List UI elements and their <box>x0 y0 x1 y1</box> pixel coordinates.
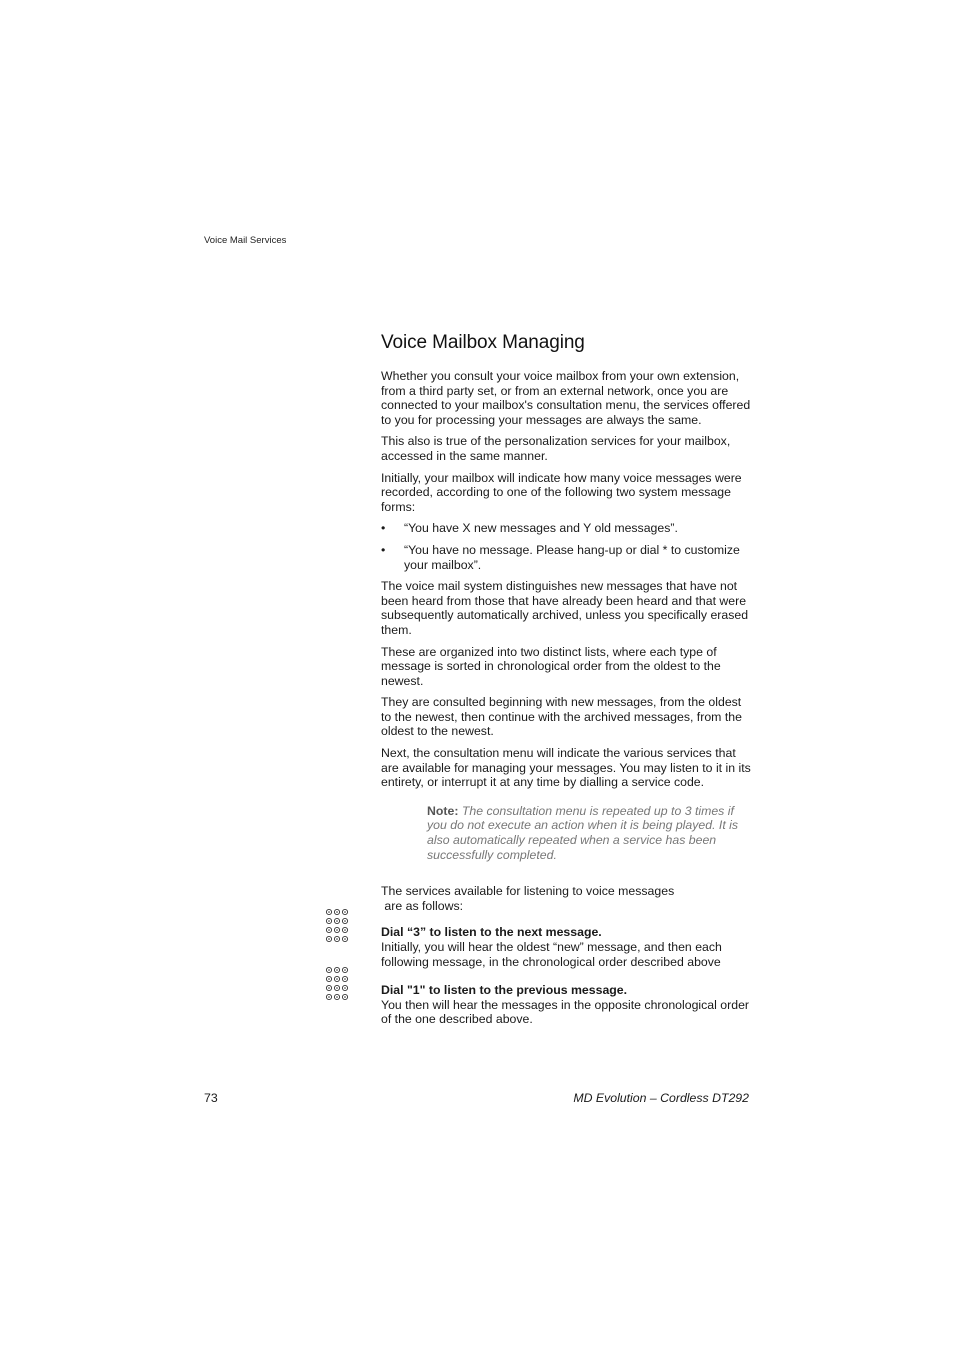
service-item <box>381 983 751 1027</box>
note-label: Note: <box>427 803 459 818</box>
paragraph: Initially, your mailbox will indicate how many voice messages were recorded, according to one of the following two system message forms: <box>381 470 742 514</box>
service-title: Dial “3” to listen to the next message. <box>381 925 602 940</box>
list-item-text: “You have X new messages and Y old messages”. <box>404 521 678 536</box>
page-title: Voice Mailbox Managing <box>381 332 585 353</box>
paragraph: These are organized into two distinct lists, where each type of message is sorted in chronological order from the oldest to the newest. <box>381 644 721 688</box>
services-intro <box>381 884 751 913</box>
note-text: The consultation menu is repeated up to 3 times if you do not execute an action when it is being played. It is also automatically repeated when a service has been successfully completed. <box>427 803 739 862</box>
bullet-glyph: • <box>381 542 386 557</box>
list-item <box>381 543 751 572</box>
service-item <box>381 925 751 969</box>
running-header: Voice Mail Services <box>204 235 287 246</box>
note-block <box>427 804 751 862</box>
page-number: 73 <box>204 1091 218 1105</box>
service-title: Dial "1" to listen to the previous message. <box>381 983 628 998</box>
service-text: Initially, you will hear the oldest “new” message, and then each following message, in the chronological order described above <box>381 940 722 969</box>
services-intro-line: The services available for listening to voice messages <box>381 884 675 899</box>
bullet-list <box>381 521 751 572</box>
list-item-text: “You have no message. Please hang-up or dial * to customize your mailbox”. <box>404 542 740 572</box>
paragraph: This also is true of the personalization services for your mailbox, accessed in the same manner. <box>381 434 731 463</box>
product-name: MD Evolution – Cordless DT292 <box>573 1091 749 1105</box>
main-content <box>381 332 751 1034</box>
paragraph: They are consulted beginning with new messages, from the oldest to the newest, then continue with the archived messages, from the oldest to the newest. <box>381 695 742 739</box>
keypad-icon <box>325 908 349 944</box>
list-item <box>381 521 751 536</box>
service-text: You then will hear the messages in the opposite chronological order of the one described above. <box>381 997 749 1027</box>
bullet-glyph: • <box>381 521 386 536</box>
paragraph: Whether you consult your voice mailbox from your own extension, from a third party set, or from an external network, once you are connected to your mailbox's consultation menu, the services offered to you for processing your messages are always the same. <box>381 369 751 427</box>
paragraph: The voice mail system distinguishes new messages that have not been heard from those that have already been heard and that were subsequently automatically archived, unless you specifically erased them. <box>381 579 749 637</box>
keypad-icon <box>325 966 349 1002</box>
paragraph: Next, the consultation menu will indicate the various services that are available for managing your messages. You may listen to it in its entirety, or interrupt it at any time by dialling a service code. <box>381 746 751 790</box>
services-intro-line: are as follows: <box>381 898 464 913</box>
